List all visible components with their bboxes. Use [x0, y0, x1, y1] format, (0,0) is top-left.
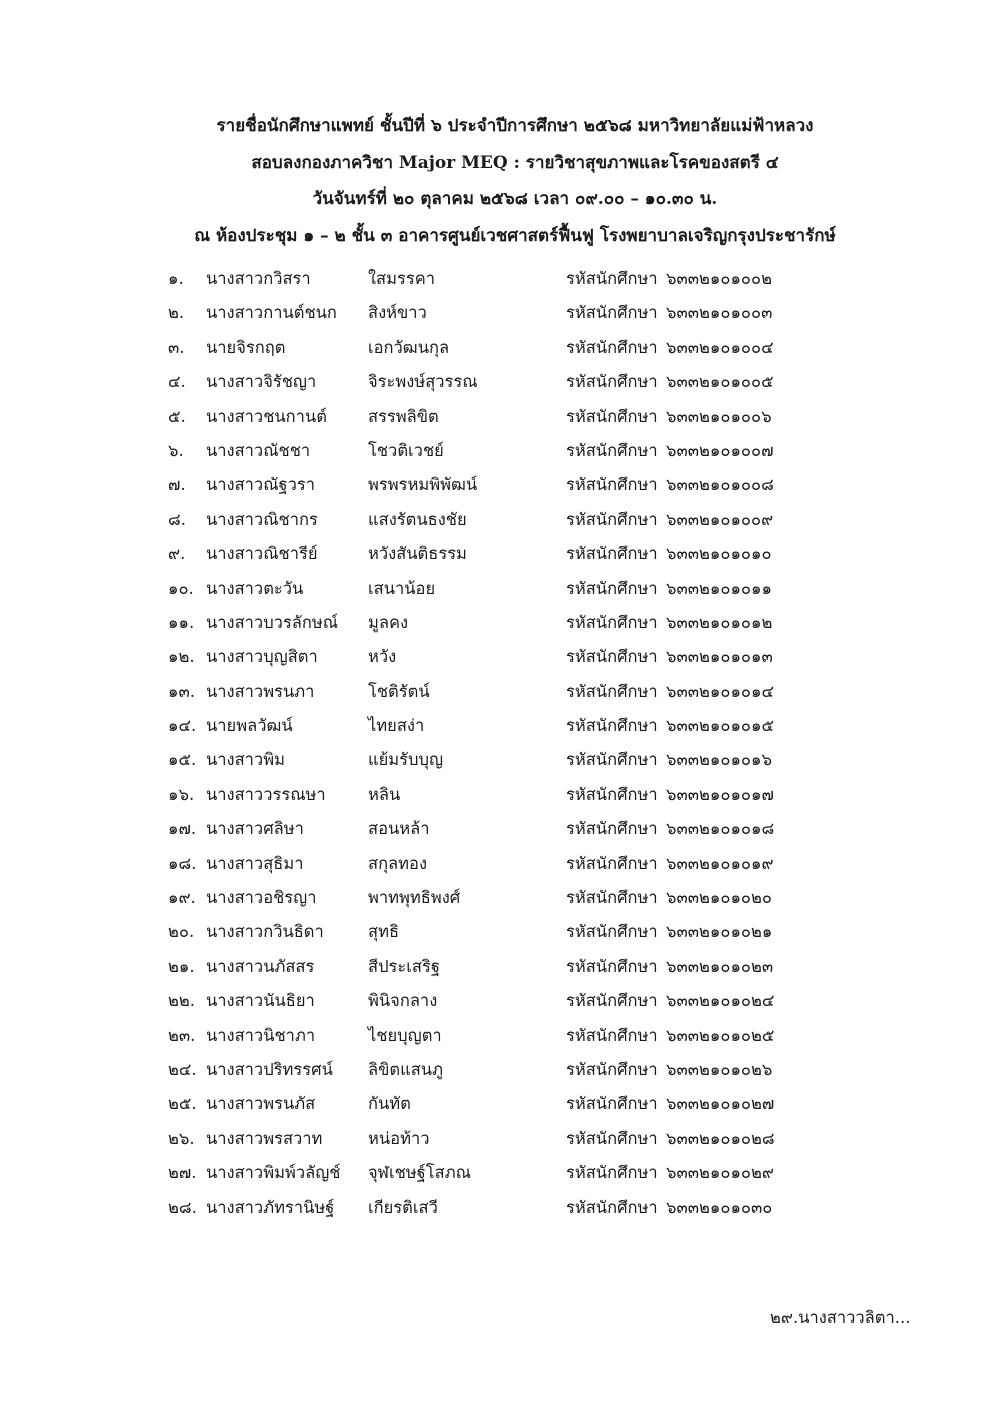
student-id: ๖๓๓๒๑๐๑๐๐๓: [666, 303, 773, 323]
student-name: นางสาวณัฐวรา: [206, 475, 316, 495]
student-id-label: รหัสนักศึกษา: [566, 1197, 658, 1217]
student-id-label: รหัสนักศึกษา: [566, 440, 658, 460]
student-name: นางสาวภัทรานิษฐ์: [206, 1197, 335, 1217]
student-name: นางสาวพรนภัส: [206, 1094, 316, 1114]
student-row: [0, 537, 995, 571]
student-surname: จุฬเชษฐ์โสภณ: [368, 1163, 471, 1183]
student-id-label: รหัสนักศึกษา: [566, 303, 658, 323]
student-id-label: รหัสนักศึกษา: [566, 269, 658, 288]
student-surname: หน่อท้าว: [368, 1128, 430, 1148]
student-name: นางสาวนภัสสร: [206, 956, 315, 976]
student-name: นางสาวสุธิมา: [206, 853, 304, 873]
student-surname: พาทพุทธิพงศ์: [368, 888, 461, 908]
student-name: นางสาวนันธิยา: [206, 991, 315, 1011]
student-id-label: รหัสนักศึกษา: [566, 888, 658, 908]
student-id-label: รหัสนักศึกษา: [566, 853, 658, 873]
student-id: ๖๓๓๒๑๐๑๐๑๒: [666, 612, 773, 632]
student-row: [0, 881, 995, 915]
student-surname: ไชยบุญตา: [368, 1025, 442, 1045]
student-id: ๖๓๓๒๑๐๑๐๒๙: [666, 1163, 774, 1183]
student-name: นางสาวพิมพ์วลัญช์: [206, 1163, 341, 1183]
student-name: นางสาวพิม: [206, 750, 285, 770]
student-id-label: รหัสนักศึกษา: [566, 1094, 658, 1114]
student-name: นางสาวพรนภา: [206, 681, 315, 701]
student-row: [0, 640, 995, 674]
student-name: นางสาวณิชากร: [206, 509, 318, 529]
student-name: นางสาวนิชาภา: [206, 1025, 316, 1045]
student-row: [0, 915, 995, 949]
student-surname: สีประเสริฐ: [368, 956, 440, 976]
student-number: ๑๙.: [168, 888, 196, 908]
student-name: นายพลวัฒน์: [206, 716, 293, 736]
student-number: ๒๗.: [168, 1163, 197, 1183]
student-id: ๖๓๓๒๑๐๑๐๑๙: [666, 853, 774, 873]
student-id-label: รหัสนักศึกษา: [566, 991, 658, 1011]
student-number: ๔.: [168, 372, 186, 392]
student-surname: ใสมรรคา: [368, 269, 436, 288]
student-number: ๒๓.: [168, 1025, 196, 1045]
student-id: ๖๓๓๒๑๐๑๐๐๖: [666, 406, 772, 426]
student-id: ๖๓๓๒๑๐๑๐๐๗: [666, 440, 774, 460]
student-number: ๑๔.: [168, 716, 197, 736]
student-row: [0, 1019, 995, 1053]
heading-title: รายชื่อนักศึกษาแพทย์ ชั้นปีที่ ๖ ประจำปีการศึกษา ๒๕๖๘ มหาวิทยาลัยแม่ฟ้าหลวง: [216, 116, 814, 136]
student-row: [0, 400, 995, 434]
student-id: ๖๓๓๒๑๐๑๐๒๐: [666, 888, 772, 908]
student-id-label: รหัสนักศึกษา: [566, 716, 658, 736]
student-surname: พินิจกลาง: [368, 991, 438, 1011]
student-id: ๖๓๓๒๑๐๑๐๒๕: [666, 1025, 775, 1045]
student-row: [0, 365, 995, 399]
student-number: ๓.: [168, 337, 185, 357]
student-id-label: รหัสนักศึกษา: [566, 544, 658, 564]
student-number: ๗.: [168, 475, 186, 495]
student-id-label: รหัสนักศึกษา: [566, 819, 658, 839]
student-surname: สิงห์ขาว: [368, 303, 427, 323]
student-id-label: รหัสนักศึกษา: [566, 1163, 658, 1183]
student-id: ๖๓๓๒๑๐๑๐๐๙: [666, 509, 774, 529]
student-surname: หวังสันติธรรม: [368, 544, 467, 564]
student-surname: ไทยสง่า: [368, 716, 425, 736]
student-id-label: รหัสนักศึกษา: [566, 647, 658, 667]
student-name: นายจิรกฤต: [206, 337, 286, 357]
student-surname: หวัง: [368, 647, 397, 667]
student-surname: จิระพงษ์สุวรรณ: [368, 372, 478, 392]
student-name: นางสาวศลิษา: [206, 819, 304, 839]
student-name: นางสาวพรสวาท: [206, 1128, 323, 1148]
student-number: ๒.: [168, 303, 185, 323]
student-name: นางสาววรรณษา: [206, 784, 326, 804]
student-row: [0, 1191, 995, 1225]
student-id: ๖๓๓๒๑๐๑๐๑๓: [666, 647, 773, 667]
student-surname: แสงรัตนธงชัย: [368, 509, 467, 529]
student-id: ๖๓๓๒๑๐๑๐๒๗: [666, 1094, 775, 1114]
student-id: ๖๓๓๒๑๐๑๐๐๕: [666, 372, 774, 392]
student-surname: หลิน: [368, 784, 401, 804]
student-surname: สอนหล้า: [368, 819, 430, 839]
student-id-label: รหัสนักศึกษา: [566, 922, 658, 942]
student-roster: [0, 262, 995, 1225]
student-number: ๙.: [168, 544, 186, 564]
student-name: นางสาวกวิสรา: [206, 269, 311, 288]
student-surname: สุทธิ: [368, 922, 400, 942]
student-number: ๑๗.: [168, 819, 197, 839]
student-id: ๖๓๓๒๑๐๑๐๑๔: [666, 681, 774, 701]
student-id-label: รหัสนักศึกษา: [566, 475, 658, 495]
student-name: นางสาวชนกานต์: [206, 406, 327, 426]
student-id-label: รหัสนักศึกษา: [566, 1025, 658, 1045]
student-row: [0, 1122, 995, 1156]
student-surname: โชติรัตน์: [368, 681, 430, 701]
student-row: [0, 709, 995, 743]
student-surname: พรพรหมพิพัฒน์: [368, 475, 478, 495]
student-row: [0, 984, 995, 1018]
student-number: ๒๒.: [168, 991, 195, 1011]
student-id: ๖๓๓๒๑๐๑๐๑๑: [666, 578, 772, 598]
student-id-label: รหัสนักศึกษา: [566, 1128, 658, 1148]
student-number: ๖.: [168, 440, 184, 460]
student-surname: เกียรติเสวี: [368, 1197, 438, 1217]
heading-date-time: วันจันทร์ที่ ๒๐ ตุลาคม ๒๕๖๘ เวลา ๐๙.๐๐ – ๑๐.๓๐ น.: [312, 189, 718, 209]
student-number: ๑๑.: [168, 612, 195, 632]
student-number: ๕.: [168, 406, 186, 426]
student-surname: กันทัต: [368, 1094, 411, 1114]
student-surname: สกุลทอง: [368, 853, 428, 873]
student-id-label: รหัสนักศึกษา: [566, 578, 658, 598]
student-number: ๑๘.: [168, 853, 197, 873]
heading-venue: ณ ห้องประชุม ๑ – ๒ ชั้น ๓ อาคารศูนย์เวชศาสตร์ฟื้นฟู โรงพยาบาลเจริญกรุงประชารักษ์: [194, 225, 836, 246]
student-id-label: รหัสนักศึกษา: [566, 750, 658, 770]
student-row: [0, 847, 995, 881]
student-row: [0, 1156, 995, 1190]
heading-subject: สอบลงกองภาควิชา Major MEQ : รายวิชาสุขภาพและโรคของสตรี ๔: [251, 152, 779, 173]
student-id: ๖๓๓๒๑๐๑๐๐๒: [666, 269, 772, 288]
student-name: นางสาวตะวัน: [206, 578, 304, 598]
student-number: ๒๐.: [168, 922, 195, 942]
student-row: [0, 812, 995, 846]
student-number: ๑.: [168, 269, 184, 288]
student-row: [0, 950, 995, 984]
student-id: ๖๓๓๒๑๐๑๐๒๔: [666, 991, 775, 1011]
student-number: ๑๐.: [168, 578, 194, 598]
student-id: ๖๓๓๒๑๐๑๐๑๖: [666, 750, 772, 770]
student-name: นางสาวจิรัชญา: [206, 372, 317, 392]
student-name: นางสาวณิชารีย์: [206, 544, 318, 564]
student-number: ๑๕.: [168, 750, 197, 770]
student-name: นางสาวอชิรญา: [206, 888, 317, 908]
student-surname: สรรพลิขิต: [368, 406, 439, 426]
student-id: ๖๓๓๒๑๐๑๐๒๓: [666, 956, 774, 976]
student-row: [0, 1053, 995, 1087]
student-id-label: รหัสนักศึกษา: [566, 612, 658, 632]
student-id: ๖๓๓๒๑๐๑๐๑๐: [666, 544, 772, 564]
student-id: ๖๓๓๒๑๐๑๐๓๐: [666, 1197, 773, 1217]
student-row: [0, 434, 995, 468]
continuation-note: ๒๙.นางสาววลิตา...: [770, 1308, 911, 1327]
student-id: ๖๓๓๒๑๐๑๐๐๘: [666, 475, 774, 495]
student-id-label: รหัสนักศึกษา: [566, 509, 658, 529]
student-number: ๒๑.: [168, 956, 195, 976]
student-name: นางสาวกวินธิดา: [206, 922, 324, 942]
student-name: นางสาวกานต์ชนก: [206, 303, 337, 323]
student-row: [0, 743, 995, 777]
student-id: ๖๓๓๒๑๐๑๐๐๔: [666, 337, 774, 357]
student-row: [0, 606, 995, 640]
student-number: ๑๓.: [168, 681, 195, 701]
student-surname: เสนาน้อย: [368, 578, 436, 598]
student-row: [0, 296, 995, 330]
student-surname: มูลคง: [368, 612, 409, 632]
student-number: ๒๖.: [168, 1128, 195, 1148]
student-row: [0, 1087, 995, 1121]
student-row: [0, 262, 995, 296]
student-name: นางสาวปริทรรศน์: [206, 1059, 333, 1079]
student-surname: แย้มรับบุญ: [368, 750, 444, 770]
student-name: นางสาวบวรลักษณ์: [206, 612, 339, 632]
student-id-label: รหัสนักศึกษา: [566, 337, 658, 357]
student-id: ๖๓๓๒๑๐๑๐๒๑: [666, 922, 773, 942]
student-row: [0, 331, 995, 365]
student-number: ๒๔.: [168, 1059, 197, 1079]
student-number: ๑๖.: [168, 784, 195, 804]
student-id: ๖๓๓๒๑๐๑๐๑๘: [666, 819, 775, 839]
student-surname: ลิขิตแสนภู: [368, 1059, 443, 1079]
student-id-label: รหัสนักศึกษา: [566, 681, 658, 701]
student-row: [0, 503, 995, 537]
student-number: ๑๒.: [168, 647, 195, 667]
document-heading: [120, 108, 910, 254]
student-row: [0, 778, 995, 812]
student-name: นางสาวณัชชา: [206, 440, 311, 460]
student-id: ๖๓๓๒๑๐๑๐๒๘: [666, 1128, 775, 1148]
student-id: ๖๓๓๒๑๐๑๐๑๕: [666, 716, 774, 736]
student-id: ๖๓๓๒๑๐๑๐๒๖: [666, 1059, 773, 1079]
student-number: ๒๘.: [168, 1197, 197, 1217]
student-row: [0, 675, 995, 709]
student-row: [0, 572, 995, 606]
student-id: ๖๓๓๒๑๐๑๐๑๗: [666, 784, 774, 804]
student-row: [0, 468, 995, 502]
student-id-label: รหัสนักศึกษา: [566, 406, 658, 426]
student-id-label: รหัสนักศึกษา: [566, 784, 658, 804]
student-surname: โชวติเวชย์: [368, 440, 444, 460]
student-id-label: รหัสนักศึกษา: [566, 1059, 658, 1079]
student-number: ๘.: [168, 509, 186, 529]
student-name: นางสาวบุญสิตา: [206, 647, 318, 667]
student-id-label: รหัสนักศึกษา: [566, 956, 658, 976]
student-id-label: รหัสนักศึกษา: [566, 372, 658, 392]
student-surname: เอกวัฒนกุล: [368, 337, 450, 357]
student-number: ๒๕.: [168, 1094, 197, 1114]
